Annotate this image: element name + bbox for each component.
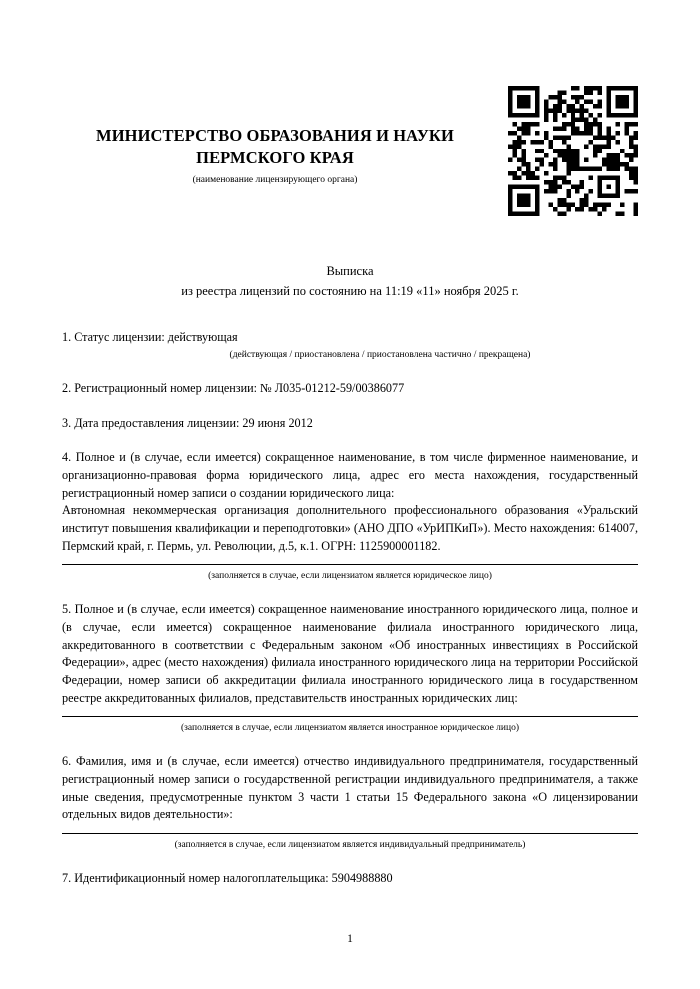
item-legal-entity-text: 4. Полное и (в случае, если имеется) сокращенное наименование, в том числе фирменное наименование, и организационно-правовая форма юридического лица, адрес его места нахождения, государственный регистрационный номер записи о создании юридического лица: — [62, 450, 638, 500]
item-individual-entrepreneur — [62, 753, 638, 853]
item-legal-entity — [62, 449, 638, 584]
item-issue-date-text: 3. Дата предоставления лицензии: 29 июня 2012 — [62, 415, 313, 430]
item-issue-date — [62, 415, 638, 433]
item-legal-entity-note: (заполняется в случае, если лицензиатом является юридическое лицо) — [208, 571, 492, 582]
item-legal-entity-value: Автономная некоммерческая организация дополнительного профессионального образования «Уральский институт повышения квалификации и переподготовки» (АНО ДПО «УрИПКиП»). Место нахождения: 614007, Пермский край, г. Пермь, ул. Революции, д.5, к.1. ОГРН: 1125900001182. — [62, 503, 638, 553]
item-taxpayer-number-text: 7. Идентификационный номер налогоплательщика: 5904988880 — [62, 870, 393, 885]
licensing-organ-note: (наименование лицензирующего органа) — [192, 174, 358, 185]
item-foreign-entity-note: (заполняется в случае, если лицензиатом является иностранное юридическое лицо) — [181, 723, 519, 734]
item-registration-number — [62, 380, 638, 398]
ministry-title — [62, 125, 488, 169]
item-individual-entrepreneur-note: (заполняется в случае, если лицензиатом является индивидуальный предприниматель) — [174, 839, 526, 850]
item-foreign-entity-text: 5. Полное и (в случае, если имеется) сокращенное наименование иностранного юридического лица, полное и (в случае, если имеется) сокращенное наименование филиала иностранного юридического лица, аккредитованного в соответствии с Федеральным законом «Об иностранных инвестициях в Российской Федерации», адрес (место нахождения) филиала иностранного юридического лица на территории Российской Федерации, номер записи об аккредитации филиала иностранного юридического лица в государственном реестре аккредитованных филиалов, представительств иностранных юридических лиц: — [62, 602, 638, 705]
item-registration-number-text: 2. Регистрационный номер лицензии: № Л035-01212-59/00386077 — [62, 380, 405, 395]
ministry-title-line1: МИНИСТЕРСТВО ОБРАЗОВАНИЯ И НАУКИ — [96, 126, 454, 145]
divider — [62, 833, 638, 834]
ministry-title-line2: ПЕРМСКОГО КРАЯ — [196, 147, 354, 167]
document-title-line1: Выписка — [326, 263, 374, 278]
page-number: 1 — [347, 933, 353, 945]
item-taxpayer-number — [62, 870, 638, 888]
item-foreign-entity — [62, 601, 638, 736]
document-body — [62, 329, 638, 888]
document-title — [62, 261, 638, 301]
item-status-note: (действующая / приостановлена / приостановлена частично / прекращена) — [229, 350, 531, 361]
item-individual-entrepreneur-text: 6. Фамилия, имя и (в случае, если имеется) отчество индивидуального предпринимателя, государственный регистрационный номер записи о государственной регистрации индивидуального предпринимателя, а также иные сведения, предусмотренные пунктом 3 части 1 статьи 15 Федерального закона «О лицензировании отдельных видов деятельности»: — [62, 754, 638, 822]
qr-code — [508, 86, 638, 216]
divider — [62, 564, 638, 565]
divider — [62, 716, 638, 717]
item-status-text: 1. Статус лицензии: действующая — [62, 329, 238, 344]
item-status — [62, 329, 638, 363]
document-title-line2: из реестра лицензий по состоянию на 11:19 «11» ноября 2025 г. — [181, 283, 519, 298]
